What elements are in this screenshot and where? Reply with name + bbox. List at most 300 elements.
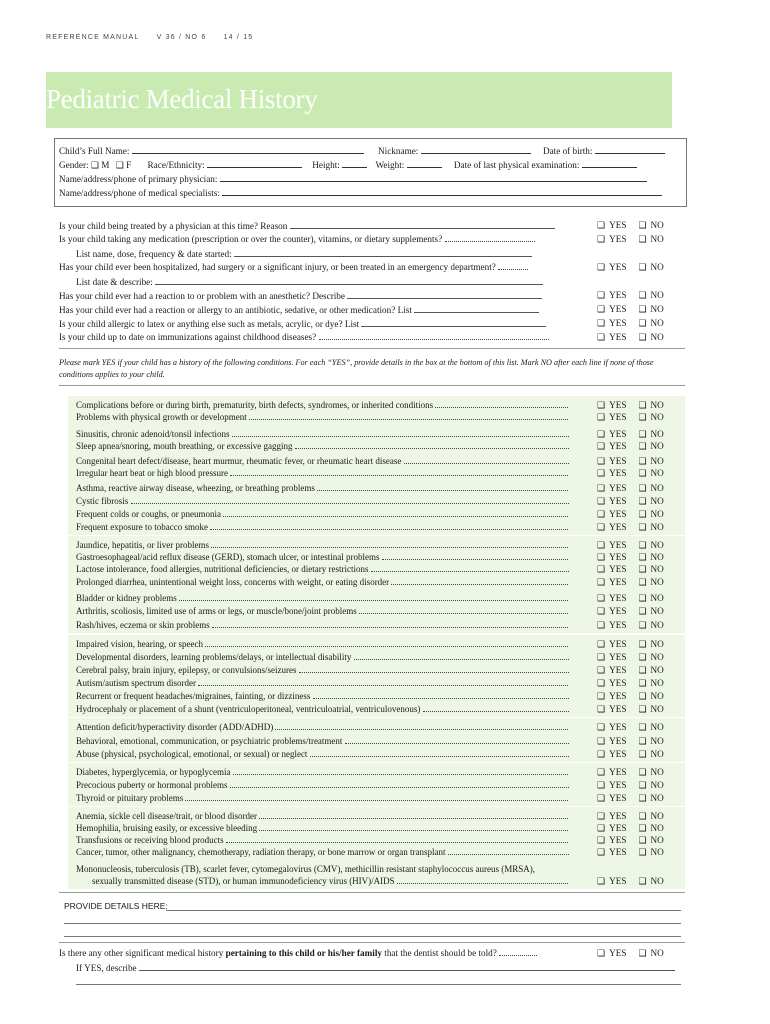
yes-label: YES <box>609 220 627 230</box>
no-label: NO <box>650 304 664 314</box>
no-checkbox[interactable]: ❑ <box>638 723 647 733</box>
yes-checkbox[interactable]: ❑ <box>597 541 606 551</box>
details-line[interactable] <box>64 936 681 937</box>
male-checkbox[interactable]: ❑ <box>90 161 99 171</box>
page-title: Pediatric Medical History <box>46 84 318 114</box>
leader-dots <box>259 823 568 831</box>
condition-label: Impaired vision, hearing, or speech <box>76 639 203 649</box>
primary-physician-field[interactable] <box>220 172 647 182</box>
yes-checkbox[interactable]: ❑ <box>597 510 606 520</box>
yes-label: YES <box>609 262 627 272</box>
leader-dots <box>230 780 569 788</box>
condition-label: Lactose intolerance, food allergies, nutritional deficiencies, or dietary restrictions <box>76 564 369 574</box>
question-latex: Is your child allergic to latex or anything else such as metals, acrylic, or dye? List <box>59 318 546 329</box>
leader-dots <box>317 483 568 491</box>
yes-checkbox[interactable]: ❑ <box>597 653 606 663</box>
no-checkbox[interactable]: ❑ <box>638 497 647 507</box>
no-checkbox[interactable]: ❑ <box>638 578 647 588</box>
yes-label: YES <box>609 429 627 439</box>
section-divider <box>59 348 685 349</box>
condition-4-yes-no <box>597 456 664 467</box>
condition-label: Rash/hives, eczema or skin problems <box>76 620 210 630</box>
yes-checkbox[interactable]: ❑ <box>597 768 606 778</box>
no-checkbox[interactable]: ❑ <box>638 768 647 778</box>
no-label: NO <box>650 412 664 422</box>
question-7-yes-no <box>597 948 664 959</box>
yes-label: YES <box>609 736 627 746</box>
no-checkbox[interactable]: ❑ <box>638 319 647 329</box>
condition-14-yes-no <box>597 593 664 604</box>
no-checkbox[interactable]: ❑ <box>638 565 647 575</box>
leader-dots <box>295 441 569 449</box>
no-checkbox[interactable]: ❑ <box>638 413 647 423</box>
no-label: NO <box>650 736 664 746</box>
no-checkbox[interactable]: ❑ <box>638 653 647 663</box>
condition-label: Sleep apnea/snoring, mouth breathing, or excessive gagging <box>76 441 293 451</box>
yes-checkbox[interactable]: ❑ <box>597 812 606 822</box>
no-checkbox[interactable]: ❑ <box>638 877 647 887</box>
condition-1-yes-no <box>597 412 664 423</box>
no-checkbox[interactable]: ❑ <box>638 523 647 533</box>
yes-label: YES <box>609 468 627 478</box>
condition-7-yes-no <box>597 496 664 507</box>
condition-label: Problems with physical growth or development <box>76 412 247 422</box>
yes-label: YES <box>609 704 627 714</box>
leader-dots <box>211 540 568 548</box>
specialists-row: Name/address/phone of medical specialists: <box>59 186 662 200</box>
yes-label: YES <box>609 793 627 803</box>
condition-item <box>76 593 568 603</box>
yes-label: YES <box>609 665 627 675</box>
yes-checkbox[interactable]: ❑ <box>597 430 606 440</box>
no-label: NO <box>650 220 664 230</box>
condition-6-yes-no <box>597 483 664 494</box>
leader-dots <box>230 468 568 476</box>
no-label: NO <box>650 691 664 701</box>
leader-dots <box>131 496 569 504</box>
leader-dots <box>232 429 569 437</box>
condition-18-yes-no <box>597 652 664 663</box>
condition-12-yes-no <box>597 564 664 575</box>
leader-dots <box>354 652 569 660</box>
condition-20-yes-no <box>597 678 664 689</box>
section-divider <box>59 892 685 893</box>
female-checkbox[interactable]: ❑ <box>115 161 124 171</box>
no-checkbox[interactable]: ❑ <box>638 737 647 747</box>
yes-checkbox[interactable]: ❑ <box>597 824 606 834</box>
yes-label: YES <box>609 332 627 342</box>
condition-28-yes-no <box>597 793 664 804</box>
condition-label: Bladder or kidney problems <box>76 593 177 603</box>
condition-item <box>76 691 569 701</box>
yes-checkbox[interactable]: ❑ <box>597 457 606 467</box>
yes-checkbox[interactable]: ❑ <box>597 235 606 245</box>
yes-checkbox[interactable]: ❑ <box>597 794 606 804</box>
yes-label: YES <box>609 620 627 630</box>
condition-item <box>76 665 569 675</box>
question-treated: Is your child being treated by a physician at this time? Reason <box>59 220 555 231</box>
no-checkbox[interactable]: ❑ <box>638 607 647 617</box>
yes-checkbox[interactable]: ❑ <box>597 848 606 858</box>
leader-dots <box>179 593 568 601</box>
details-line[interactable] <box>166 910 681 911</box>
yes-checkbox[interactable]: ❑ <box>597 737 606 747</box>
no-checkbox[interactable]: ❑ <box>638 510 647 520</box>
condition-item <box>76 835 568 845</box>
condition-item <box>76 606 568 616</box>
no-checkbox[interactable]: ❑ <box>638 794 647 804</box>
condition-item <box>76 456 569 466</box>
family-describe-line[interactable] <box>76 984 681 985</box>
question-hospitalized: Has your child ever been hospitalized, had surgery or a significant injury, or been treated in an emergency department? <box>59 262 528 272</box>
condition-item <box>76 429 569 439</box>
question-hospitalized-list: List date & describe: <box>76 276 543 287</box>
yes-checkbox[interactable]: ❑ <box>597 705 606 715</box>
leader-dots <box>310 749 569 757</box>
condition-item <box>76 736 569 746</box>
no-label: NO <box>650 665 664 675</box>
yes-checkbox[interactable]: ❑ <box>597 553 606 563</box>
yes-checkbox[interactable]: ❑ <box>597 578 606 588</box>
gender-row: Gender: ❑ M ❑ F Race/Ethnicity: Height: Weight: Date of last physical examination: <box>59 158 637 173</box>
yes-label: YES <box>609 823 627 833</box>
no-label: NO <box>650 577 664 587</box>
family-history-describe: If YES, describe <box>76 962 675 973</box>
page-numbers: 14 / 15 <box>223 34 254 41</box>
no-label: NO <box>650 522 664 532</box>
condition-item <box>76 780 569 790</box>
leader-dots <box>205 639 568 647</box>
provide-details-label: PROVIDE DETAILS HERE: <box>64 901 168 911</box>
condition-label: Frequent exposure to tobacco smoke <box>76 522 208 532</box>
condition-label: Autism/autism spectrum disorder <box>76 678 196 688</box>
question-antibiotic: Has your child ever had a reaction or allergy to an antibiotic, sedative, or other medication? List <box>59 304 539 315</box>
yes-label: YES <box>609 780 627 790</box>
yes-checkbox[interactable]: ❑ <box>597 413 606 423</box>
details-line[interactable] <box>64 923 681 924</box>
yes-checkbox[interactable]: ❑ <box>597 594 606 604</box>
condition-9-yes-no <box>597 522 664 533</box>
no-checkbox[interactable]: ❑ <box>638 781 647 791</box>
condition-item <box>76 540 568 550</box>
condition-label: Recurrent or frequent headaches/migraines, fainting, or dizziness <box>76 691 311 701</box>
no-checkbox[interactable]: ❑ <box>638 333 647 343</box>
yes-label: YES <box>609 678 627 688</box>
leader-dots <box>404 456 569 464</box>
yes-checkbox[interactable]: ❑ <box>597 305 606 315</box>
no-checkbox[interactable]: ❑ <box>638 305 647 315</box>
no-checkbox[interactable]: ❑ <box>638 291 647 301</box>
leader-dots <box>226 835 568 843</box>
no-label: NO <box>650 593 664 603</box>
yes-checkbox[interactable]: ❑ <box>597 692 606 702</box>
yes-label: YES <box>609 835 627 845</box>
no-checkbox[interactable]: ❑ <box>638 430 647 440</box>
family-describe-field[interactable] <box>139 962 675 971</box>
yes-checkbox[interactable]: ❑ <box>597 469 606 479</box>
question-2-yes-no <box>597 262 664 273</box>
yes-checkbox[interactable]: ❑ <box>597 291 606 301</box>
yes-label: YES <box>609 441 627 451</box>
yes-label: YES <box>609 652 627 662</box>
condition-24-yes-no <box>597 736 664 747</box>
condition-5-yes-no <box>597 468 664 479</box>
yes-checkbox[interactable]: ❑ <box>597 263 606 273</box>
condition-25-yes-no <box>597 749 664 760</box>
leader-dots <box>259 811 568 819</box>
yes-checkbox[interactable]: ❑ <box>597 401 606 411</box>
leader-dots <box>198 678 568 686</box>
no-checkbox[interactable]: ❑ <box>638 401 647 411</box>
no-label: NO <box>650 780 664 790</box>
last-exam-field[interactable] <box>582 158 637 168</box>
leader-dots <box>299 665 569 673</box>
yes-label: YES <box>609 847 627 857</box>
no-checkbox[interactable]: ❑ <box>638 621 647 631</box>
no-checkbox[interactable]: ❑ <box>638 750 647 760</box>
no-checkbox[interactable]: ❑ <box>638 553 647 563</box>
yes-checkbox[interactable]: ❑ <box>597 750 606 760</box>
yes-label: YES <box>609 483 627 493</box>
no-label: NO <box>650 749 664 759</box>
no-checkbox[interactable]: ❑ <box>638 679 647 689</box>
condition-11-yes-no <box>597 552 664 563</box>
yes-label: YES <box>609 304 627 314</box>
condition-item <box>76 847 569 857</box>
no-label: NO <box>650 811 664 821</box>
primary-physician-row: Name/address/phone of primary physician: <box>59 172 647 186</box>
yes-checkbox[interactable]: ❑ <box>597 877 606 887</box>
no-label: NO <box>650 456 664 466</box>
no-label: NO <box>650 468 664 478</box>
yes-checkbox[interactable]: ❑ <box>597 221 606 231</box>
condition-item <box>76 704 569 714</box>
yes-label: YES <box>609 290 627 300</box>
yes-label: YES <box>609 691 627 701</box>
condition-16-yes-no <box>597 620 664 631</box>
leader-dots <box>345 736 569 744</box>
condition-item <box>76 412 568 422</box>
condition-item <box>76 400 568 410</box>
yes-checkbox[interactable]: ❑ <box>597 484 606 494</box>
leader-dots <box>371 564 569 572</box>
condition-item <box>76 767 568 777</box>
condition-label: Congenital heart defect/disease, heart murmur, rheumatic fever, or rheumatic heart disease <box>76 456 402 466</box>
no-label: NO <box>650 441 664 451</box>
specialists-field[interactable] <box>222 186 662 196</box>
condition-label: Precocious puberty or hormonal problems <box>76 780 228 790</box>
no-label: NO <box>650 262 664 272</box>
condition-label: Transfusions or receiving blood products <box>76 835 224 845</box>
yes-checkbox[interactable]: ❑ <box>597 621 606 631</box>
weight-field[interactable] <box>407 158 442 168</box>
no-checkbox[interactable]: ❑ <box>638 263 647 273</box>
no-checkbox[interactable]: ❑ <box>638 836 647 846</box>
yes-label: YES <box>609 234 627 244</box>
condition-label: Abuse (physical, psychological, emotional, or sexual) or neglect <box>76 749 308 759</box>
condition-32-yes-no <box>597 847 664 858</box>
condition-label: Anemia, sickle cell disease/trait, or blood disorder <box>76 811 257 821</box>
condition-item <box>76 749 569 759</box>
yes-label: YES <box>609 749 627 759</box>
no-label: NO <box>650 652 664 662</box>
condition-21-yes-no <box>597 691 664 702</box>
yes-checkbox[interactable]: ❑ <box>597 640 606 650</box>
yes-label: YES <box>609 577 627 587</box>
no-checkbox[interactable]: ❑ <box>638 692 647 702</box>
yes-checkbox[interactable]: ❑ <box>597 442 606 452</box>
condition-label: Arthritis, scoliosis, limited use of arms or legs, or muscle/bone/joint problems <box>76 606 357 616</box>
question-medication: Is your child taking any medication (prescription or over the counter), vitamins, or dietary supplements? <box>59 234 535 244</box>
yes-checkbox[interactable]: ❑ <box>597 523 606 533</box>
no-checkbox[interactable]: ❑ <box>638 235 647 245</box>
no-checkbox[interactable]: ❑ <box>638 442 647 452</box>
condition-label: Prolonged diarrhea, unintentional weight loss, concerns with weight, or eating disorder <box>76 577 390 587</box>
yes-checkbox[interactable]: ❑ <box>597 949 606 959</box>
condition-item <box>76 639 568 649</box>
condition-label: sexually transmitted disease (STD), or human immunodeficiency virus (HIV)/AIDS <box>92 876 395 886</box>
condition-label: Hydrocephaly or placement of a shunt (ventriculoperitoneal, ventriculoatrial, ventriculovenous) <box>76 704 421 714</box>
running-header <box>46 34 267 41</box>
condition-27-yes-no <box>597 780 664 791</box>
no-checkbox[interactable]: ❑ <box>638 484 647 494</box>
condition-label: Behavioral, emotional, communication, or psychiatric problems/treatment <box>76 736 343 746</box>
no-label: NO <box>650 948 664 958</box>
condition-item <box>76 441 569 451</box>
question-medication-list: List name, dose, frequency & date started: <box>76 248 532 259</box>
question-6-yes-no <box>597 332 664 343</box>
leader-dots <box>212 620 568 628</box>
condition-item <box>76 722 568 732</box>
reference-manual: REFERENCE MANUAL <box>46 34 140 41</box>
condition-label: Sinusitis, chronic adenoid/tonsil infections <box>76 429 230 439</box>
yes-checkbox[interactable]: ❑ <box>597 607 606 617</box>
yes-checkbox[interactable]: ❑ <box>597 836 606 846</box>
question-immunizations: Is your child up to date on immunizations against childhood diseases? <box>59 332 549 342</box>
yes-label: YES <box>609 767 627 777</box>
race-field[interactable] <box>207 158 302 168</box>
yes-checkbox[interactable]: ❑ <box>597 497 606 507</box>
condition-label: Cerebral palsy, brain injury, epilepsy, or convulsions/seizures <box>76 665 297 675</box>
no-label: NO <box>650 876 664 886</box>
yes-label: YES <box>609 522 627 532</box>
condition-26-yes-no <box>597 767 664 778</box>
condition-label: Complications before or during birth, prematurity, birth defects, syndromes, or inherited conditions <box>76 400 434 410</box>
height-field[interactable] <box>342 158 367 168</box>
yes-checkbox[interactable]: ❑ <box>597 565 606 575</box>
child-name-field[interactable] <box>132 144 364 154</box>
condition-label: Attention deficit/hyperactivity disorder (ADD/ADHD) <box>76 722 274 732</box>
no-label: NO <box>650 620 664 630</box>
condition-0-yes-no <box>597 400 664 411</box>
yes-label: YES <box>609 496 627 506</box>
condition-34-yes-no <box>597 876 664 887</box>
yes-checkbox[interactable]: ❑ <box>597 723 606 733</box>
condition-label: Hemophilia, bruising easily, or excessive bleeding <box>76 823 258 833</box>
condition-item <box>76 496 569 506</box>
question-5-yes-no <box>597 318 664 329</box>
leader-dots <box>249 412 568 420</box>
no-checkbox[interactable]: ❑ <box>638 812 647 822</box>
yes-label: YES <box>609 540 627 550</box>
question-4-yes-no <box>597 304 664 315</box>
yes-label: YES <box>609 400 627 410</box>
leader-dots <box>185 793 568 801</box>
no-label: NO <box>650 823 664 833</box>
family-history-question: Is there any other significant medical history pertaining to this child or his/her family that the dentist should be told? <box>59 948 537 958</box>
condition-item <box>76 552 568 562</box>
no-checkbox[interactable]: ❑ <box>638 824 647 834</box>
no-label: NO <box>650 847 664 857</box>
condition-31-yes-no <box>597 835 664 846</box>
condition-30-yes-no <box>597 823 664 834</box>
dob-field[interactable] <box>595 144 665 154</box>
no-checkbox[interactable]: ❑ <box>638 541 647 551</box>
yes-label: YES <box>609 606 627 616</box>
no-checkbox[interactable]: ❑ <box>638 848 647 858</box>
leader-dots <box>275 722 568 730</box>
condition-15-yes-no <box>597 606 664 617</box>
no-label: NO <box>650 564 664 574</box>
condition-label: Cancer, tumor, other malignancy, chemotherapy, radiation therapy, or bone marrow or organ transplant <box>76 847 446 857</box>
condition-item <box>92 876 568 886</box>
condition-item <box>76 793 568 803</box>
no-checkbox[interactable]: ❑ <box>638 469 647 479</box>
condition-label: Jaundice, hepatitis, or liver problems <box>76 540 209 550</box>
no-label: NO <box>650 234 664 244</box>
yes-checkbox[interactable]: ❑ <box>597 333 606 343</box>
no-checkbox[interactable]: ❑ <box>638 457 647 467</box>
yes-label: YES <box>609 509 627 519</box>
yes-checkbox[interactable]: ❑ <box>597 666 606 676</box>
condition-item <box>76 620 568 630</box>
condition-29-yes-no <box>597 811 664 822</box>
leader-dots <box>382 552 568 560</box>
nickname-field[interactable] <box>421 144 531 154</box>
no-label: NO <box>650 722 664 732</box>
no-checkbox[interactable]: ❑ <box>638 640 647 650</box>
no-checkbox[interactable]: ❑ <box>638 666 647 676</box>
no-label: NO <box>650 332 664 342</box>
yes-checkbox[interactable]: ❑ <box>597 679 606 689</box>
no-checkbox[interactable]: ❑ <box>638 949 647 959</box>
section-divider <box>59 385 685 386</box>
yes-label: YES <box>609 876 627 886</box>
yes-checkbox[interactable]: ❑ <box>597 781 606 791</box>
condition-item <box>76 577 568 587</box>
yes-label: YES <box>609 722 627 732</box>
instructions: Please mark YES if your child has a history of the following conditions. For each “YES”, provide details in the box at the bottom of this list. Mark NO after each line if none of those conditions applies to your child. <box>59 358 654 379</box>
condition-3-yes-no <box>597 441 664 452</box>
condition-label: Thyroid or pituitary problems <box>76 793 184 803</box>
condition-label: Diabetes, hyperglycemia, or hypoglycemia <box>76 767 231 777</box>
leader-dots <box>359 606 568 614</box>
yes-label: YES <box>609 456 627 466</box>
condition-label: Frequent colds or coughs, or pneumonia <box>76 509 221 519</box>
condition-item <box>76 678 568 688</box>
no-label: NO <box>650 509 664 519</box>
leader-dots <box>233 767 568 775</box>
no-checkbox[interactable]: ❑ <box>638 594 647 604</box>
no-checkbox[interactable]: ❑ <box>638 221 647 231</box>
no-label: NO <box>650 606 664 616</box>
condition-label: Cystic fibrosis <box>76 496 129 506</box>
yes-checkbox[interactable]: ❑ <box>597 319 606 329</box>
volume-number: V 36 / NO 6 <box>156 34 207 41</box>
section-divider <box>59 942 685 943</box>
child-name-row: Child’s Full Name: Nickname: Date of birth: <box>59 144 665 158</box>
no-checkbox[interactable]: ❑ <box>638 705 647 715</box>
